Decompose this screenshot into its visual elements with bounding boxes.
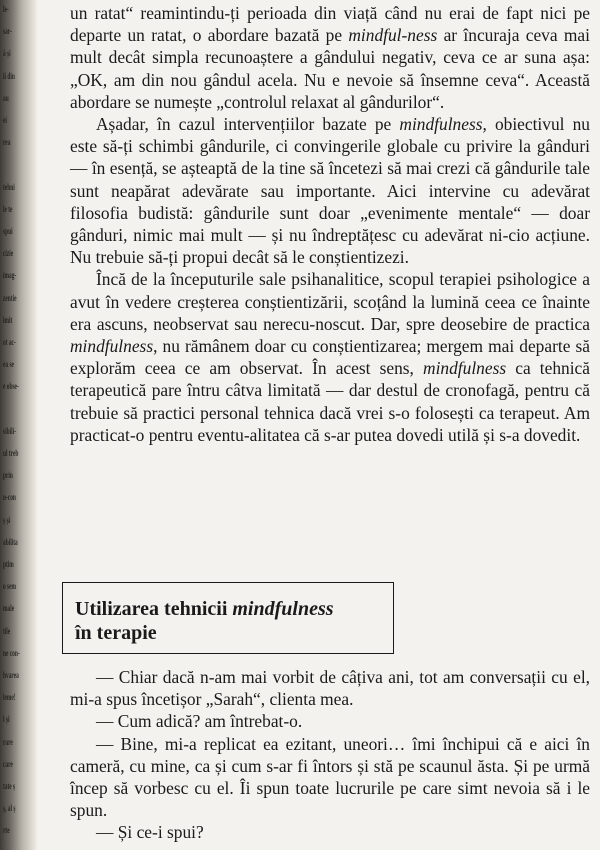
dialogue-line-3: — Bine, mi-a replicat ea ezitant, uneori… îmi închipui că e aici în cameră, cu mine, ca și cum s-ar fi întors și stă pe scaunul ăsta. Și pe urmă încep să vorbesc cu el. Îi spun toate lucrurile pe care simt nevoia să i le spun. [70, 733, 590, 821]
spine-text-fragment: hvarea [3, 670, 19, 680]
dialogue-line-1: — Chiar dacă n-am mai vorbit de câțiva ani, tot am conversații cu el, mi-a spus încetișor „Sarah“, clienta mea. [70, 667, 590, 710]
spine-text-fragment: zentie [3, 292, 17, 303]
spine-text-fragment: o sem [3, 581, 17, 592]
spine-text-fragment: ș și [3, 514, 11, 525]
page-body-text [70, 2, 590, 446]
paragraph-1-emphasis: mindful-ness [348, 25, 438, 46]
paragraph-2-text-rest: obiectivul nu este să-ți schimbi gândurile, ci convingerile globale cu privire la gânduri — în esență, se așteaptă de la tine să încetezi să mai crezi că gândurile tale sunt neapărat adevărate sau importante. Aici intervine cu adevărat filosofia budistă: gândurile sunt doar „evenimente mentale“ — doar gânduri, nimic mai mult — și nu îndreptățesc cu adevărat ni-cio acțiune. Nu trebuie să-ți propui decât să le conștientizezi. [70, 114, 590, 268]
section-heading-emphasis: mindfulness [232, 598, 334, 620]
spine-text-fragment: tate ș [3, 781, 16, 791]
spine-text-fragment: leme! [3, 692, 16, 703]
spine-text-fragment: e obse- [3, 381, 19, 392]
section-heading-line-1 [75, 597, 381, 621]
spine-text-fragment: care [3, 758, 13, 769]
paragraph-3-text-rest: ca tehnică terapeutică pare întru câtva limitată — dar destul de cronofagă, pentru că trebuie să practici personal tehnica dacă vrei s-o folosești ca terapeut. Am practicat-o pentru eventu-alitatea că s-ar putea dovedi utilă și s-a dovedit. [70, 358, 590, 445]
section-heading-box [62, 582, 394, 654]
paragraph-1-text: un ratat“ reamintindu-ți perioada din viață când nu erai de fapt nici pe departe un ratat, o abordare bazată pe [70, 3, 590, 46]
spine-text-fragment: ș, al ș [3, 803, 16, 814]
paragraph-3 [70, 268, 590, 446]
spine-text-fragment: ei [3, 115, 7, 125]
paragraph-2-emphasis: mindfulness, [399, 114, 487, 135]
spine-text-fragment: imit [3, 314, 13, 325]
spine-text-fragment: au [3, 92, 9, 103]
spine-text-fragment: n-con [3, 492, 16, 503]
spine-text-fragment: le- [3, 4, 9, 14]
spine-text-fragment: rte [3, 825, 10, 836]
paragraph-3-emphasis-1: mindfulness [70, 336, 154, 357]
spine-text-fragment: l și [3, 714, 10, 725]
spine-text-fragment: ii din [3, 70, 15, 81]
spine-text-fragment: imag- [3, 270, 17, 281]
section-heading-text: Utilizarea tehnicii [75, 598, 233, 620]
spine-text-fragment: ea se [3, 359, 14, 370]
paragraph-3-text: Încă de la începuturile sale psihanalitice, scopul terapiei psihologice a avut în vedere creșterea conștientizării, scoțând la lumină ceea ce înainte era ascuns, neobservat sau nerecu-noscut. Dar, spre deosebire de practica [70, 269, 590, 334]
spine-text-fragment: tehni [3, 181, 15, 192]
dialogue-block [70, 666, 590, 844]
spine-text-fragment: rare [3, 736, 13, 747]
spine-text-fragment: sibili- [3, 425, 16, 436]
spine-text-fragment: ot ac- [3, 337, 16, 347]
paragraph-1 [70, 2, 590, 113]
spine-text-fragment: ul treb [3, 448, 19, 458]
spine-text-fragment: tile [3, 625, 11, 636]
dialogue-line-4: — Și ce-i spui? [96, 822, 204, 843]
book-spine-binding [0, 0, 38, 850]
spine-text-fragment: ne con- [3, 647, 20, 658]
spine-text-fragment: sar- [3, 26, 12, 37]
paragraph-2-text: Așadar, în cazul intervențiilor bazate pe [96, 114, 400, 135]
paragraph-3-emphasis-2: mindfulness [423, 358, 507, 379]
spine-text-fragment: ptim [3, 559, 14, 569]
spine-text-fragment: le te [3, 203, 13, 214]
spine-text-fragment: spui [3, 226, 13, 236]
spine-text-fragment: abilita [3, 536, 18, 547]
dialogue-line-2: — Cum adică? am întrebat-o. [96, 711, 303, 732]
spine-text-fragment: cizie [3, 248, 14, 259]
paragraph-3-text-mid: , nu rămânem doar cu conștientizarea; mergem mai departe să explorăm ceea ce am observat. În acest sens, [70, 336, 590, 379]
section-heading-line-2: în terapie [75, 622, 157, 644]
spine-text-fragment: prin [3, 470, 13, 481]
paragraph-2 [70, 113, 590, 268]
spine-text-fragment: rea [3, 137, 11, 148]
spine-text-fragment: male [3, 603, 15, 614]
paragraph-1-text-rest: ar încuraja ceva mai mult decât simpla recunoaștere a gândului negativ, ceva ce ar suna așa: „OK, am din nou gândul acela. Nu e nevoie să însemne ceva“. Această abordare se numește „controlul relaxat al gândurilor“. [70, 25, 590, 112]
spine-text-fragment: ă și [3, 48, 11, 59]
